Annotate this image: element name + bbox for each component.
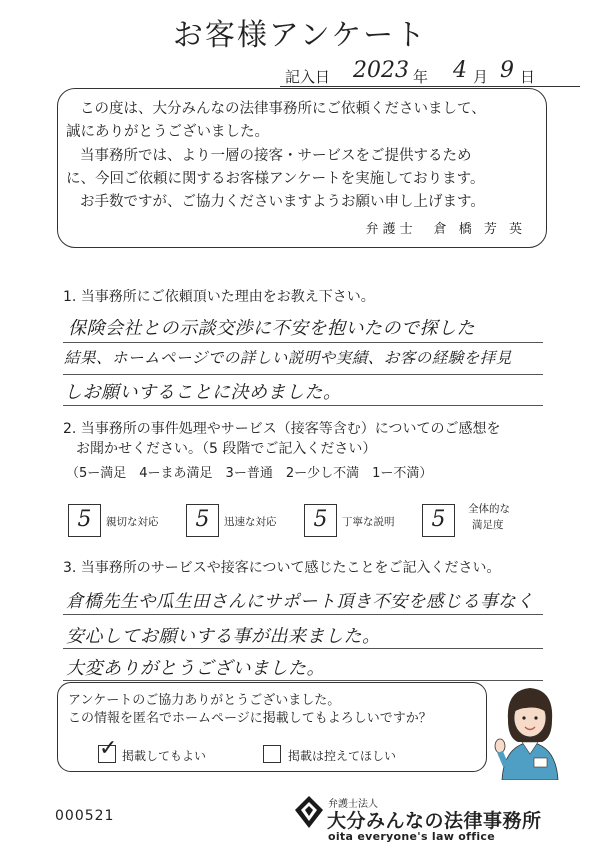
date-label: 記入日 (285, 68, 331, 86)
q3-answer-line: 倉橋先生や瓜生田さんにサポート頂き不安を感じる事なく (66, 592, 534, 612)
answer-rule (63, 648, 543, 649)
rating-overall-label: 満足度 (472, 519, 504, 531)
rating-overall-box: 5 (422, 504, 455, 537)
office-english-name: oita everyone's law office (328, 830, 495, 843)
q2-scale: （5ー満足 4ーまあ満足 3ー普通 2ー少し不満 1ー不満） (66, 466, 433, 481)
lawyer-signature: 弁護士 倉 橋 芳 英 (365, 222, 526, 237)
date-year-unit: 年 (413, 68, 429, 86)
rating-kindness-box: 5 (68, 504, 101, 537)
consent-box (57, 682, 487, 772)
office-type: 弁護士法人 (328, 799, 378, 810)
rating-kindness-label: 親切な対応 (106, 516, 159, 528)
answer-rule (63, 614, 543, 615)
q2-question-line: お聞かせください。（5 段階でご記入ください） (76, 441, 377, 457)
q1-answer-line: 保険会社との示談交渉に不安を抱いたので探した (68, 318, 475, 339)
consent-no-label: 掲載は控えてほしい (288, 749, 397, 763)
consent-yes-checkbox[interactable] (98, 736, 118, 763)
greeting-line: に、今回ご依頼に関するお客様アンケートを実施しております。 (66, 171, 485, 187)
greeting-line: お手数ですが、ご協力くださいますようお願い申し上げます。 (80, 194, 485, 210)
office-name: 大分みんなの法律事務所 (327, 810, 542, 832)
answer-rule (63, 680, 543, 681)
consent-no-checkbox[interactable] (263, 745, 281, 763)
q1-answer-line: しお願いすることに決めました。 (64, 382, 342, 403)
answer-rule (63, 374, 543, 375)
office-logo-icon (293, 794, 325, 830)
q3-answer-line: 大変ありがとうございました。 (66, 658, 325, 679)
q2-question-line: 2. 当事務所の事件処理やサービス（接客等含む）についてのご感想を (63, 421, 501, 437)
greeting-line: 誠にありがとうございました。 (66, 124, 269, 140)
rating-overall-label: 全体的な (468, 503, 510, 515)
check-mark-icon: ✓ (99, 736, 118, 761)
staff-illustration-icon (490, 680, 570, 780)
date-day-unit: 日 (520, 68, 536, 86)
answer-rule (63, 405, 543, 406)
date-year: 2023 (353, 58, 409, 83)
consent-line: この情報を匿名でホームページに掲載してもよろしいですか？ (68, 711, 432, 726)
greeting-box (57, 88, 547, 248)
rating-speed-label: 迅速な対応 (224, 516, 277, 528)
greeting-line: 当事務所では、より一層の接客・サービスをご提供するため (80, 148, 472, 164)
page-title: お客様アンケート (172, 18, 428, 53)
q1-answer-line: 結果、ホームページでの詳しい説明や実績、お客の経験を拝見 (64, 349, 512, 367)
answer-rule (63, 342, 543, 343)
greeting-line: この度は、大分みんなの法律事務所にご依頼くださいまして、 (80, 101, 486, 117)
date-month-unit: 月 (473, 68, 489, 86)
rating-explanation-box: 5 (304, 504, 337, 537)
survey-code: 000521 (55, 808, 115, 824)
date-month: 4 (453, 58, 467, 83)
q1-question: 1. 当事務所にご依頼頂いた理由をお教え下さい。 (63, 289, 375, 305)
q3-answer-line: 安心してお願いする事が出来ました。 (66, 626, 381, 647)
rating-speed-box: 5 (186, 504, 219, 537)
rating-explanation-label: 丁寧な説明 (342, 516, 395, 528)
consent-line: アンケートのご協力ありがとうございました。 (68, 693, 341, 708)
date-day: 9 (500, 58, 514, 83)
q3-question: 3. 当事務所のサービスや接客について感じたことをご記入ください。 (63, 560, 501, 576)
consent-yes-label: 掲載してもよい (122, 749, 207, 763)
date-underline (280, 86, 580, 87)
